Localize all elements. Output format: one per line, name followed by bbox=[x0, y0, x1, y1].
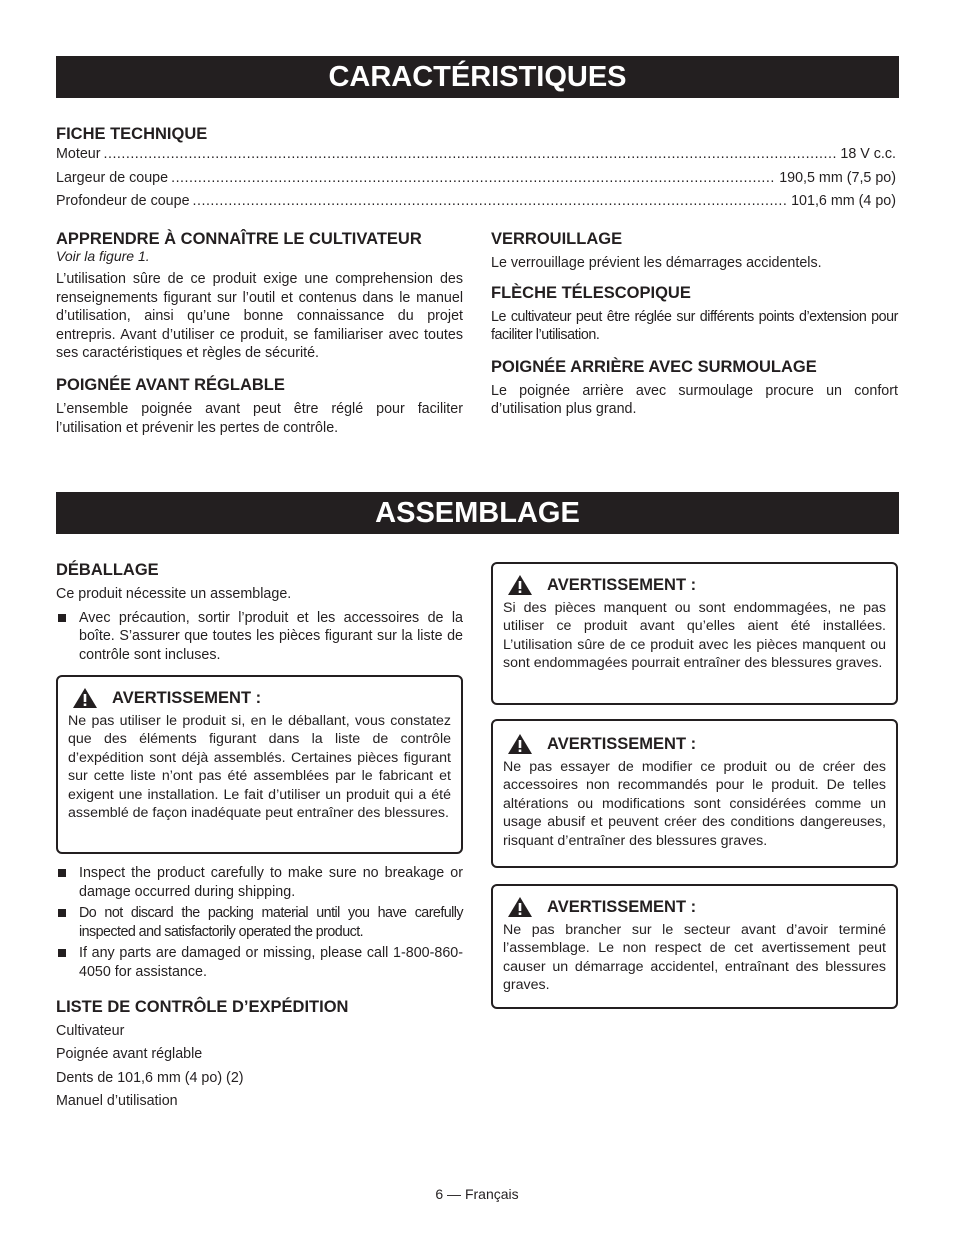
verrouillage-heading: VERROUILLAGE bbox=[491, 230, 623, 248]
warning-box-deballage bbox=[56, 675, 463, 854]
list-item: Dents de 101,6 mm (4 po) (2) bbox=[56, 1069, 244, 1086]
liste-expedition-section bbox=[56, 997, 463, 1113]
spec-label: Profondeur de coupe bbox=[56, 193, 190, 209]
warning-text: Ne pas utiliser le produit si, en le déballant, vous constatez que des éléments figurant dans la liste de contrôle d’expédition sont déjà assemblés. Certaines pièces figurant sur cette liste n’ont pas été assemblées par le fabricant et exigent une installation. Le fait d’utiliser un produit qui a été assemblé de façon inadéquate peut entraîner des blessures. bbox=[68, 713, 451, 822]
apprendre-text: L’utilisation sûre de ce produit exige une comprehension des renseignements figurant sur l’outil et contenus dans le manuel d’utilisation, ainsi qu’une bonne connaissance du projet entrepris. Avant d’utiliser ce produit, se familiariser avec toutes ses caractéristiques et règles de sécurité. bbox=[56, 271, 463, 362]
list-item: Do not discard the packing material until you have carefully inspected and satisfactorily operated the product. bbox=[56, 904, 463, 941]
fiche-technique-section bbox=[56, 124, 896, 214]
caracteristiques-right-column bbox=[491, 229, 898, 419]
poignee-avant-heading: POIGNÉE AVANT RÉGLABLE bbox=[56, 375, 285, 394]
bullet-square-icon bbox=[58, 869, 66, 877]
apprendre-heading: APPRENDRE À CONNAÎTRE LE CULTIVATEUR bbox=[56, 230, 422, 248]
bullet-square-icon bbox=[58, 949, 66, 957]
verrouillage-text: Le verrouillage prévient les démarrages accidentels. bbox=[491, 255, 822, 271]
spec-row-largeur bbox=[56, 167, 896, 191]
page-footer: 6 — Français bbox=[435, 1186, 519, 1202]
warning-text: Si des pièces manquent ou sont endommagées, ne pas utiliser ce produit avant qu’elles aient été installées. L’utilisation sûre de ce produit avec les pièces manquent ou sont endommagées pourrait entraîner des blessures graves. bbox=[503, 600, 886, 672]
warning-label: AVERTISSEMENT : bbox=[547, 897, 697, 916]
spec-label: Moteur bbox=[56, 146, 101, 162]
list-item: Cultivateur bbox=[56, 1023, 125, 1039]
warning-header bbox=[503, 574, 886, 596]
caracteristiques-left-column bbox=[56, 229, 463, 437]
poignee-avant-text: L’ensemble poignée avant peut être réglé pour faciliter l’utilisation et prévenir les pertes de contrôle. bbox=[56, 400, 463, 436]
spec-leader bbox=[104, 143, 838, 167]
list-item: Manuel d’utilisation bbox=[56, 1092, 178, 1109]
list-item: If any parts are damaged or missing, please call 1-800-860-4050 for assistance. bbox=[56, 944, 463, 981]
spec-label: Largeur de coupe bbox=[56, 169, 169, 186]
fleche-heading: FLÈCHE TÉLESCOPIQUE bbox=[491, 283, 691, 302]
caracteristiques-title: CARACTÉRISTIQUES bbox=[56, 56, 899, 98]
spec-row-moteur bbox=[56, 143, 896, 167]
spec-value: 101,6 mm (4 po) bbox=[791, 193, 896, 209]
warning-text: Ne pas essayer de modifier ce produit ou de créer des accessoires non recommandés pour le produit. De telles altérations ou modifications sont considérées comme un usage abusif et peuvent créer des conditions dangereuses, risquant d’entraîner des blessures graves. bbox=[503, 759, 886, 849]
deballage-intro: Ce produit nécessite un assemblage. bbox=[56, 586, 292, 602]
warning-box-pieces bbox=[491, 562, 898, 705]
warning-triangle-icon bbox=[507, 733, 533, 755]
warning-label: AVERTISSEMENT : bbox=[547, 734, 697, 753]
warning-label: AVERTISSEMENT : bbox=[112, 688, 262, 707]
warning-text: Ne pas brancher sur le secteur avant d’avoir terminé l’assemblage. Le non respect de cet avertissement peut causer un démarrage accidentel, entraînant des blessures graves. bbox=[503, 922, 886, 994]
warning-box-modifications bbox=[491, 719, 898, 868]
assemblage-left-column bbox=[56, 560, 463, 667]
spec-value: 190,5 mm (7,5 po) bbox=[779, 169, 896, 186]
bullet-square-icon bbox=[58, 909, 66, 917]
spec-row-profondeur bbox=[56, 190, 896, 214]
poignee-arriere-heading: POIGNÉE ARRIÈRE AVEC SURMOULAGE bbox=[491, 357, 817, 376]
spec-value: 18 V c.c. bbox=[840, 146, 896, 162]
warning-header bbox=[503, 896, 886, 918]
figure-reference: Voir la figure 1. bbox=[56, 248, 150, 264]
bullet-square-icon bbox=[58, 614, 66, 622]
spec-leader bbox=[193, 190, 789, 214]
list-item: Inspect the product carefully to make sure no breakage or damage occurred during shipping. bbox=[56, 864, 463, 901]
warning-header bbox=[503, 733, 886, 755]
warning-triangle-icon bbox=[72, 687, 98, 709]
warning-triangle-icon bbox=[507, 896, 533, 918]
fiche-technique-heading: FICHE TECHNIQUE bbox=[56, 125, 208, 143]
list-item: Poignée avant réglable bbox=[56, 1046, 203, 1063]
list-item: Avec précaution, sortir l’produit et les accessoires de la boîte. S’assurer que toutes les pièces figurant sur la liste de contrôle sont incluses. bbox=[56, 609, 463, 665]
inspection-bullets bbox=[56, 864, 463, 985]
warning-header bbox=[68, 687, 451, 709]
liste-heading: LISTE DE CONTRÔLE D’EXPÉDITION bbox=[56, 998, 349, 1016]
deballage-heading: DÉBALLAGE bbox=[56, 561, 159, 579]
fleche-text: Le cultivateur peut être réglée sur différents points d’extension pour faciliter l’utilisation. bbox=[491, 308, 898, 344]
assemblage-title: ASSEMBLAGE bbox=[56, 492, 899, 534]
spec-leader bbox=[171, 167, 776, 191]
warning-box-secteur bbox=[491, 884, 898, 1009]
warning-triangle-icon bbox=[507, 574, 533, 596]
warning-label: AVERTISSEMENT : bbox=[547, 575, 697, 594]
poignee-arriere-text: Le poignée arrière avec surmoulage procure un confort d’utilisation plus grand. bbox=[491, 382, 898, 418]
